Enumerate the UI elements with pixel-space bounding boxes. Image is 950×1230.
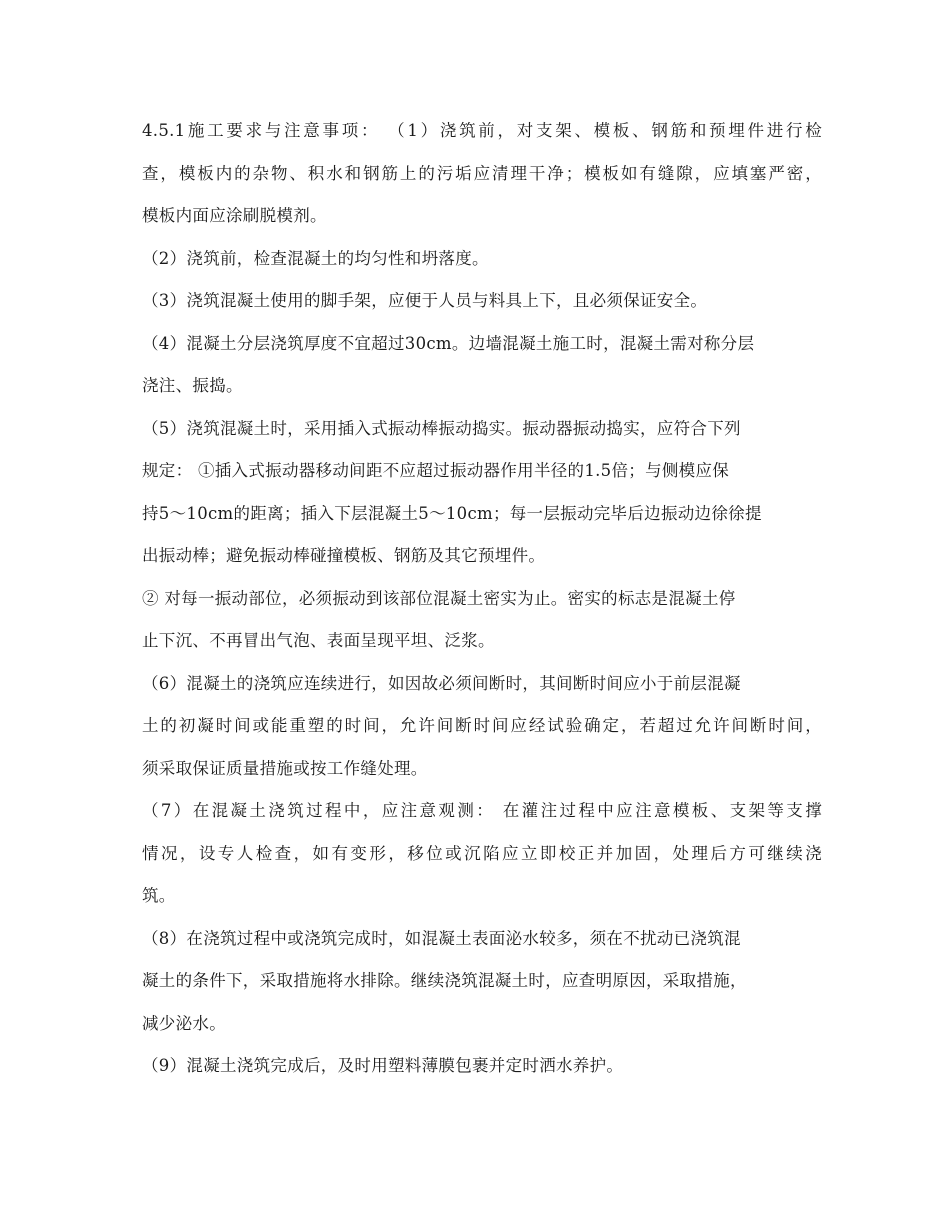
text-line: 土的初凝时间或能重塑的时间，允许间断时间应经试验确定，若超过允许间断时间， bbox=[142, 716, 822, 735]
text-line: 出振动棒；避免振动棒碰撞模板、钢筋及其它预埋件。 bbox=[142, 546, 546, 565]
document-body bbox=[142, 110, 822, 1088]
text-line: 浇注、振捣。 bbox=[142, 376, 243, 395]
text-line: 须采取保证质量措施或按工作缝处理。 bbox=[142, 758, 428, 778]
text-line: 情况，设专人检查，如有变形，移位或沉陷应立即校正并加固，处理后方可继续浇 bbox=[142, 843, 822, 863]
text-line: 规定： ①插入式振动器移动间距不应超过振动器作用半径的1.5倍；与侧模应保 bbox=[142, 461, 730, 480]
text-line: 模板内面应涂刷脱模剂。 bbox=[142, 206, 327, 225]
text-line: （3）浇筑混凝土使用的脚手架，应便于人员与料具上下，且必须保证安全。 bbox=[142, 291, 708, 310]
text-line: （5）浇筑混凝土时，采用插入式振动棒振动捣实。振动器振动捣实，应符合下列 bbox=[142, 418, 741, 438]
text-line: ② 对每一振动部位，必须振动到该部位混凝土密实为止。密实的标志是混凝土停 bbox=[142, 588, 736, 608]
text-line: （2）浇筑前，检查混凝土的均匀性和坍落度。 bbox=[142, 248, 489, 268]
text-line: （6）混凝土的浇筑应连续进行，如因故必须间断时，其间断时间应小于前层混凝 bbox=[142, 673, 741, 693]
text-line: （4）混凝土分层浇筑厚度不宜超过30cm。边墙混凝土施工时，混凝土需对称分层 bbox=[142, 333, 755, 353]
text-line: （7）在混凝土浇筑过程中，应注意观测： 在灌注过程中应注意模板、支架等支撑 bbox=[142, 801, 822, 820]
text-line: 筑。 bbox=[142, 886, 176, 905]
text-line: 4.5.1施工要求与注意事项： （1）浇筑前，对支架、模板、钢筋和预埋件进行检 bbox=[142, 121, 822, 140]
text-line: 持5～10cm的距离；插入下层混凝土5～10cm；每一层振动完毕后边振动边徐徐提 bbox=[142, 503, 762, 523]
text-line: 减少泌水。 bbox=[142, 1013, 226, 1033]
text-line: 查，模板内的杂物、积水和钢筋上的污垢应清理干净；模板如有缝隙，应填塞严密， bbox=[142, 163, 822, 183]
text-line: 凝土的条件下，采取措施将水排除。继续浇筑混凝土时，应查明原因，采取措施， bbox=[142, 971, 747, 990]
text-line: （8）在浇筑过程中或浇筑完成时，如混凝土表面泌水较多，须在不扰动已浇筑混 bbox=[142, 928, 741, 948]
text-line: （9）混凝土浇筑完成后，及时用塑料薄膜包裹并定时洒水养护。 bbox=[142, 1056, 624, 1075]
text-line: 止下沉、不再冒出气泡、表面呈现平坦、泛浆。 bbox=[142, 631, 495, 650]
